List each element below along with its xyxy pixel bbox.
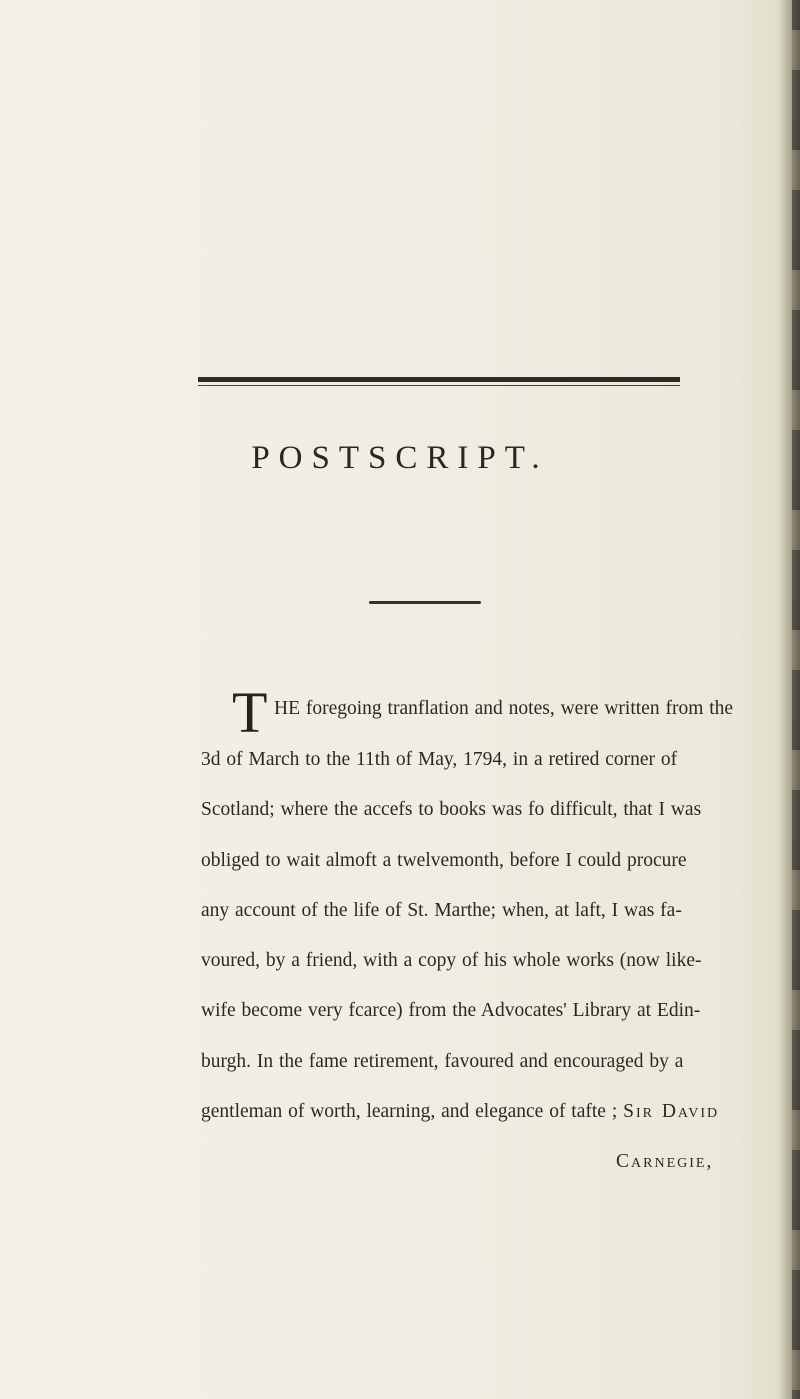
text-line: wife become very fcarce) from the Advocates' Library at Edin- <box>201 1000 701 1021</box>
ornamental-short-rule <box>369 601 481 604</box>
double-rule-top <box>198 377 680 382</box>
drop-cap: T <box>232 680 268 745</box>
catchword: Carnegie, <box>616 1151 714 1172</box>
last-line-text: gentleman of worth, learning, and elegance of tafte ; <box>201 1101 618 1122</box>
last-line-name: Sir David <box>623 1101 720 1122</box>
page-edge-shadow <box>778 0 800 1399</box>
text-line: burgh. In the fame retirement, favoured and encouraged by a <box>201 1051 684 1072</box>
text-line-last <box>201 1101 719 1123</box>
text-line: HE foregoing tranflation and notes, were written from the <box>274 698 734 719</box>
text-line: Scotland; where the accefs to books was fo difficult, that I was <box>201 799 702 820</box>
page-heading: POSTSCRIPT. <box>251 440 549 476</box>
text-line: 3d of March to the 11th of May, 1794, in a retired corner of <box>201 749 678 770</box>
text-line: voured, by a friend, with a copy of his whole works (now like- <box>201 950 702 971</box>
text-line: any account of the life of St. Marthe; when, at laft, I was fa- <box>201 900 682 921</box>
double-rule-top-thin <box>198 385 680 386</box>
text-line: obliged to wait almoft a twelvemonth, before I could procure <box>201 850 687 871</box>
